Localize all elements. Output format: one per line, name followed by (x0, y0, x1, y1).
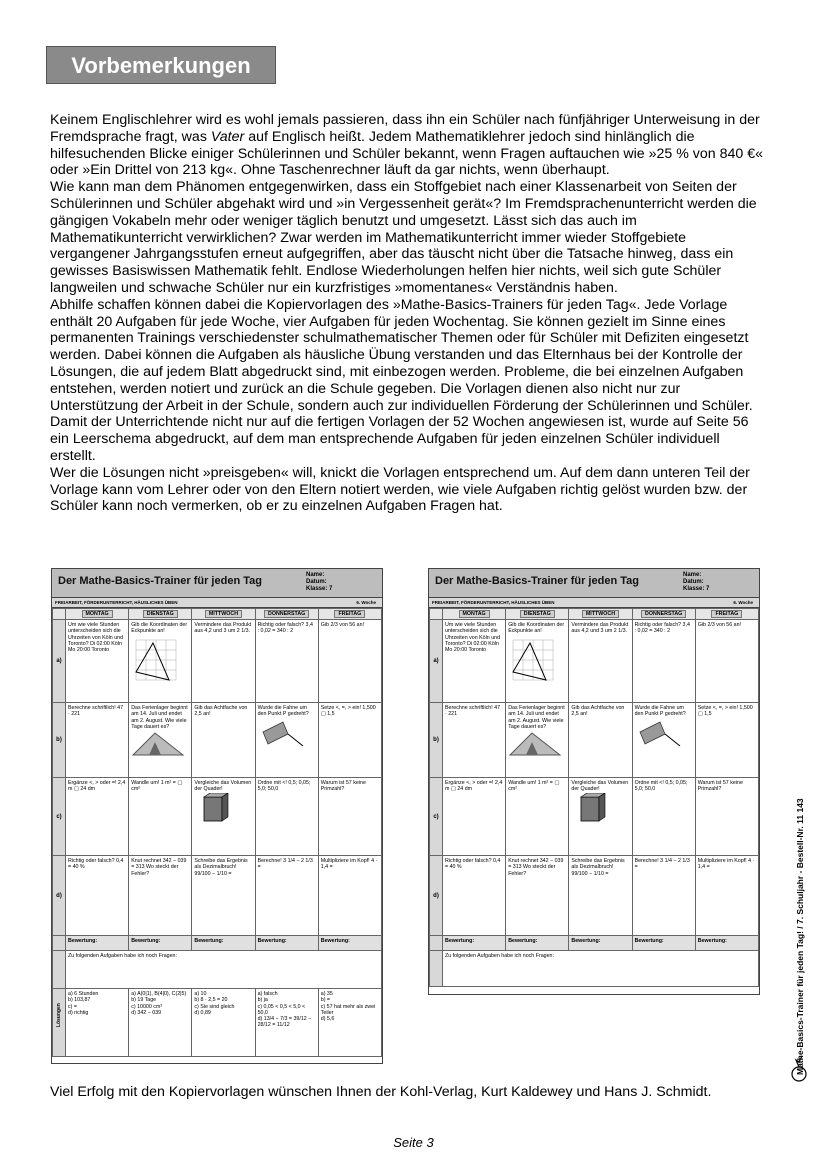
paragraph-3: Abhilfe schaffen können dabei die Kopiervorlagen des »Mathe-Basics-Trainers für jeden Tag«. Jede Vorlage enthält 20 Aufgaben für jede Woche, vier Aufgaben für jeden Wochentag. Sie können gezielt im Sinne eines permanenten Trainings verschiedenster schulmathematischer Themen oder für Schüler mit Defiziten eingesetzt werden. Dabei können die Aufgaben als häusliche Übung verstanden und das Elternhaus bei der Kontrolle der Lösungen, die auf jedem Blatt abgedruckt sind, mit einbezogen werden. Probleme, die bei einzelnen Aufgaben entstehen, werden notiert und zurück an die Schule gegeben. Die Vorlagen dienen also nicht nur zur Unterstützung der Arbeit in der Schule, sondern auch zur individuellen Förderung der Schülerinnen und Schüler. (50, 296, 753, 414)
side-order-text: Mathe-Basics-Trainer für jeden Tag! / 7. Schuljahr - Bestell-Nr. 11 143 (795, 798, 805, 1075)
section-title: Vorbemerkungen (46, 46, 276, 84)
questions-row: Zu folgenden Aufgaben habe ich noch Fragen: (430, 951, 759, 987)
task-row: d) Richtig oder falsch? 0,4 = 40 % Knut rechnet 342 − 039 = 313 Wo steckt der Fehler? Schreibe das Ergebnis als Dezimalbruch! 99/100 − 1/10 = Berechne! 3 1/4 − 2 1/3 = Multipliziere im Kopf! 4 · 1,4 = (53, 856, 382, 936)
task-grid (52, 608, 382, 1057)
worksheet-title-bar (52, 569, 382, 598)
flag-icon (258, 718, 308, 748)
task-row: b) Berechne schriftlich! 47 · 221 Das Ferienlager beginnt am 14. Juli und endet am 2. August. Wie viele Tage dauert es? Gib das Achtfache von 2,5 an! Wurde die Fahne um den Punkt P gedreht? Setze <, =, > ein! 1,500 ▢ 1,5 (430, 703, 759, 778)
task-row: a) Um wie viele Stunden unterscheiden sich die Uhrzeiten von Köln und Toronto? Di 02:00 Köln Mo 20:00 Toronto Gib die Koordinaten der Eckpunkte an! Vermindere das Produkt aus 4,2 und 3 um 2 1/3. Richtig oder falsch? 3,4 : 0,02 = 340 : 2 Gib 2/3 von 56 an! (430, 620, 759, 703)
flag-icon (635, 718, 685, 748)
worksheet-title: Der Mathe-Basics-Trainer für jeden Tag (435, 575, 639, 587)
task-grid (429, 608, 759, 987)
worksheet-subtitle-bar: FREIARBEIT, FÖRDERUNTERRICHT, HÄUSLICHES ÜBEN 6. Woche (52, 598, 382, 608)
intro-text (50, 112, 765, 515)
rating-row: Bewertung: Bewertung: Bewertung: Bewertung: Bewertung: (53, 936, 382, 951)
worksheet-meta: Name: Datum: Klasse: 7 (683, 572, 710, 592)
cuboid-icon (571, 793, 611, 833)
kohl-logo-icon (787, 1052, 811, 1084)
worksheet-preview-folded (428, 568, 760, 995)
task-row: c) Ergänze <, > oder =! 2,4 m ▢ 24 dm Wandle um! 1 m² = ▢ cm² Vergleiche das Volumen der Quader! Ordne mit <! 0,5; 0,05; 5,0; 50,0 Warum ist 57 keine Primzahl? (53, 778, 382, 856)
worksheet-title-bar (429, 569, 759, 598)
tent-icon (131, 730, 185, 756)
worksheet-preview-with-solutions (51, 568, 383, 1064)
task-row: a) Um wie viele Stunden unterscheiden sich die Uhrzeiten von Köln und Toronto? Di 02:00 Köln Mo 20:00 Toronto Gib die Koordinaten der Eckpunkte an! Vermindere das Produkt aus 4,2 und 3 um 2 1/3. Richtig oder falsch? 3,4 : 0,02 = 340 : 2 Gib 2/3 von 56 an! (53, 620, 382, 703)
solutions-row: Lösungen a) 6 Stunden b) 103,87 c) = d) richtig a) A(0|1), B(4|0), C(2|5) b) 19 Tage c) 10000 cm² d) 342 − 039 a) 10 b) 8 · 2,5 = 20 c) Sie sind gleich d) 0,89 a) falsch b) ja c) 0,05 < 0,5 < 5,0 < 50,0 d) 13/4 − 7/3 = 39/12 − 28/12 = 11/12 a) 35 b) = c) 57 hat mehr als zwei Teiler d) 5,6 (53, 989, 382, 1057)
worksheet-subtitle-bar: FREIARBEIT, FÖRDERUNTERRICHT, HÄUSLICHES ÜBEN 6. Woche (429, 598, 759, 608)
day-header-row: MONTAG DIENSTAG MITTWOCH DONNERSTAG FREITAG (430, 609, 759, 620)
worksheet-meta: Name: Datum: Klasse: 7 (306, 572, 333, 592)
questions-row: Zu folgenden Aufgaben habe ich noch Fragen: (53, 951, 382, 989)
tent-icon (508, 730, 562, 756)
coordinate-grid-icon (508, 635, 558, 685)
page-number: Seite 3 (393, 1135, 434, 1150)
paragraph-1: Keinem Englischlehrer wird es wohl jemals passieren, dass ihn ein Schüler nach fünfjähriger Unterweisung in der Fremdsprache fragt, was Vater auf Englisch heißt. Jedem Mathematiklehrer jedoch sind hinlänglich die hilfesuchenden Blicke einiger Schülerinnen und Schüler bekannt, wenn Fragen auftauchen wie »25 % von 840 €« oder »Ein Drittel von 213 kg«. Ohne Taschenrechner läuft da gar nichts, wenn überhaupt. (50, 112, 764, 179)
task-row: d) Richtig oder falsch? 0,4 = 40 % Knut rechnet 342 − 039 = 313 Wo steckt der Fehler? Schreibe das Ergebnis als Dezimalbruch! 99/100 − 1/10 = Berechne! 3 1/4 − 2 1/3 = Multipliziere im Kopf! 4 · 1,4 = (430, 856, 759, 936)
coordinate-grid-icon (131, 635, 181, 685)
closing-text: Viel Erfolg mit den Kopiervorlagen wünschen Ihnen der Kohl-Verlag, Kurt Kaldewey und Hans J. Schmidt. (50, 1084, 712, 1100)
paragraph-4: Damit der Unterrichtende nicht nur auf die fertigen Vorlagen der 52 Wochen angewiesen ist, wurde auf Seite 56 ein Leerschema abgedruckt, auf dem man entsprechende Aufgaben für jeden einzelnen Schüler individuell erstellt. (50, 414, 749, 464)
paragraph-5: Wer die Lösungen nicht »preisgeben« will, knickt die Vorlagen entsprechend um. Auf dem dann unteren Teil der Vorlage kann vom Lehrer oder von den Eltern notiert werden, wie viele Aufgaben richtig gelöst wurden bzw. der Schüler kann noch vermerken, ob er zu einzelnen Aufgaben Fragen hat. (50, 464, 750, 515)
task-row: c) Ergänze <, > oder =! 2,4 m ▢ 24 dm Wandle um! 1 m² = ▢ cm² Vergleiche das Volumen der Quader! Ordne mit <! 0,5; 0,05; 5,0; 50,0 Warum ist 57 keine Primzahl? (430, 778, 759, 856)
cuboid-icon (194, 793, 234, 833)
worksheet-title: Der Mathe-Basics-Trainer für jeden Tag (58, 575, 262, 587)
task-row: b) Berechne schriftlich! 47 · 221 Das Ferienlager beginnt am 14. Juli und endet am 2. August. Wie viele Tage dauert es? Gib das Achtfache von 2,5 an! Wurde die Fahne um den Punkt P gedreht? Setze <, =, > ein! 1,500 ▢ 1,5 (53, 703, 382, 778)
day-header-row: MONTAG DIENSTAG MITTWOCH DONNERSTAG FREITAG (53, 609, 382, 620)
rating-row: Bewertung: Bewertung: Bewertung: Bewertung: Bewertung: (430, 936, 759, 951)
paragraph-2: Wie kann man dem Phänomen entgegenwirken, dass ein Stoffgebiet nach einer Klassenarbeit von Seiten der Schülerinnen und Schüler abgehakt wird und »in Vergessenheit gerät«? Im Fremdsprachenunterricht werden die gängigen Vokabeln mehr oder weniger täglich benutzt und umgesetzt. Lässt sich das auch im Mathematikunterricht verwirklichen? Zwar werden im Mathematikunterricht immer wieder Stoffgebiete vergangener Jahrgangsstufen erneut aufgegriffen, aber das täuscht nicht über die Tatsache hinweg, dass ein gewisses Basiswissen Mathematik fehlt. Endlose Wiederholungen helfen hier nichts, weil sich gute Schüler langweilen und schwache Schüler nur ein kurzfristiges »momentanes« Verständnis haben. (50, 179, 757, 296)
